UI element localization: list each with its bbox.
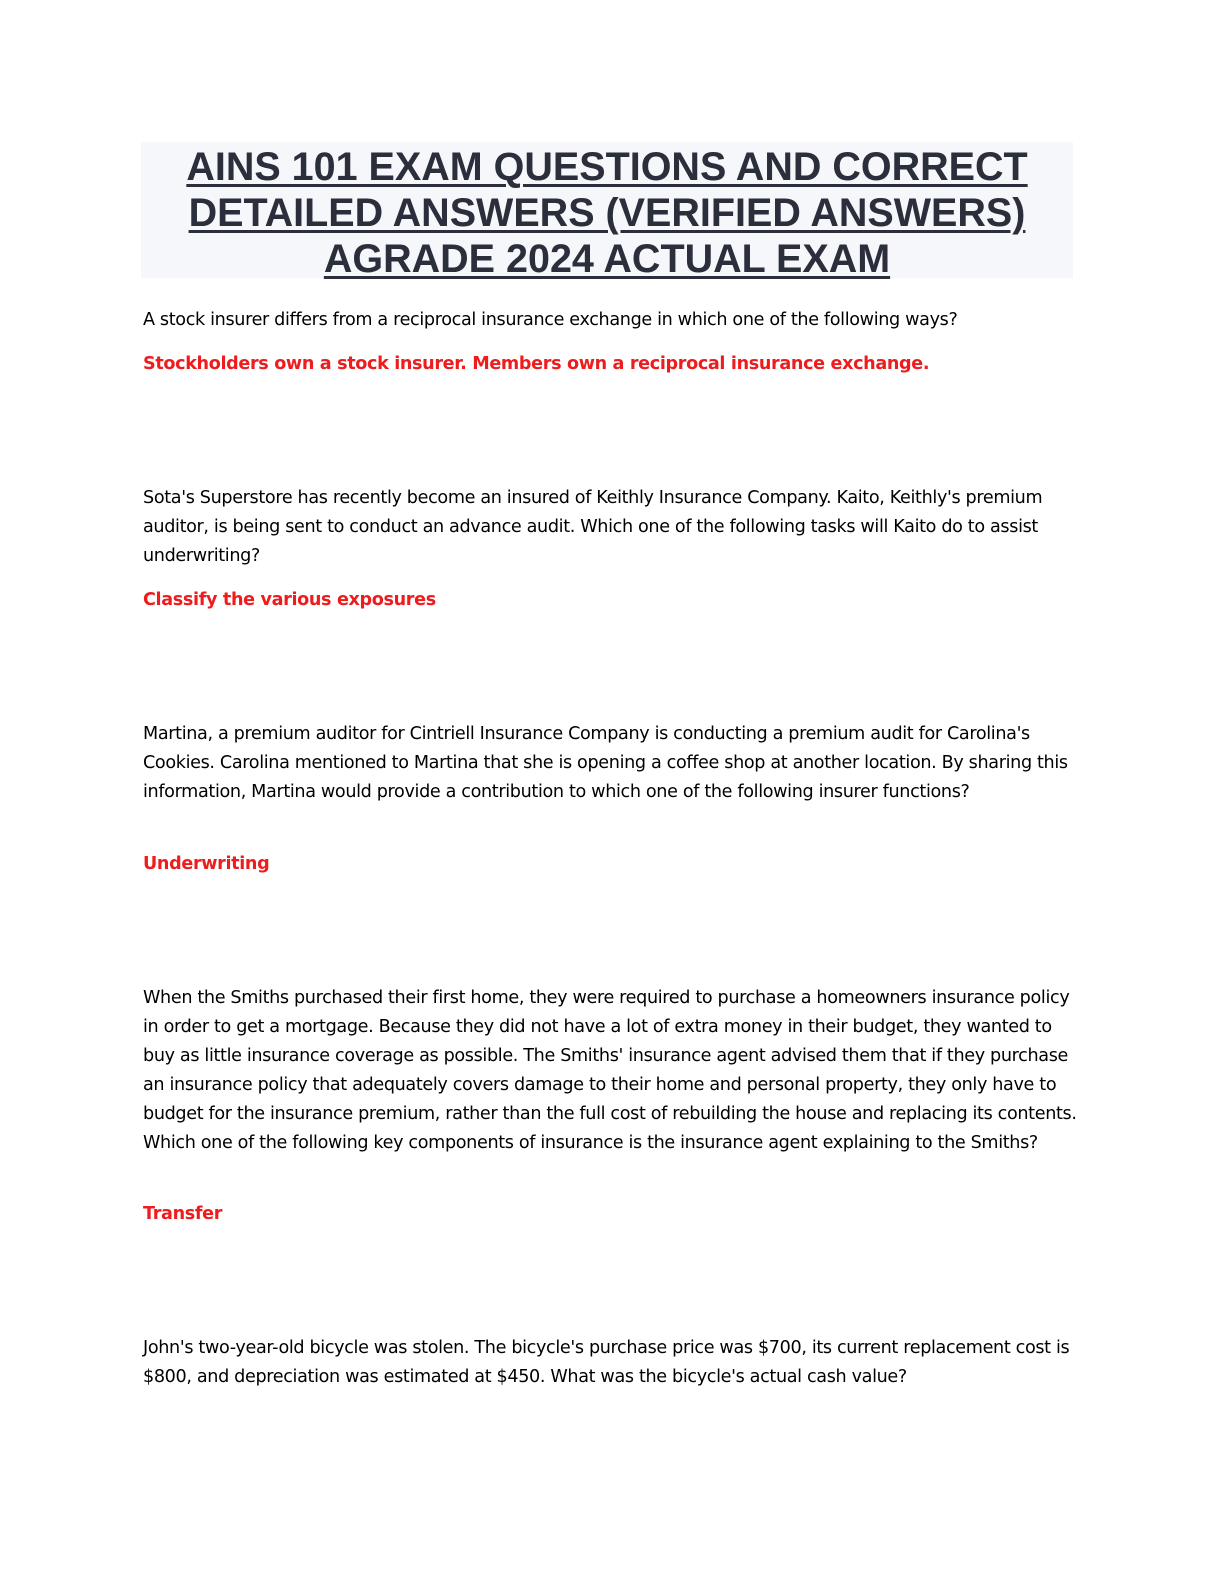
- answer-3-text: Underwriting: [143, 854, 270, 874]
- question-4-text: When the Smiths purchased their first home, they were required to purchase a homeowners insurance policy in order to get a mortgage. Because they did not have a lot of extra money in their budget, they wanted to buy as little insurance coverage as possible. The Smiths' insurance agent advised them that if they purchase an insurance policy that adequately covers damage to their home and personal property, they only have to budget for the insurance premium, rather than the full cost of rebuilding the house and replacing its contents. Which one of the following key components of insurance is the insurance agent explaining to the Smiths?: [143, 988, 1077, 1153]
- question-2-text: Sota's Superstore has recently become an insured of Keithly Insurance Company. Kaito, Keithly's premium auditor, is being sent to conduct an advance audit. Which one of the following tasks will Kaito do to assist underwriting?: [143, 488, 1043, 566]
- answer-4-text: Transfer: [143, 1204, 223, 1224]
- question-1-text: A stock insurer differs from a reciprocal insurance exchange in which one of the following ways?: [143, 310, 958, 330]
- document-title: AINS 101 EXAM QUESTIONS AND CORRECT DETAILED ANSWERS (VERIFIED ANSWERS) AGRADE 2024 ACTUAL EXAM: [186, 145, 1028, 281]
- question-3-text: Martina, a premium auditor for Cintriell Insurance Company is conducting a premium audit for Carolina's Cookies. Carolina mentioned to Martina that she is opening a coffee shop at another location. By sharing this information, Martina would provide a contribution to which one of the following insurer functions?: [143, 724, 1068, 802]
- question-5-text: John's two-year-old bicycle was stolen. The bicycle's purchase price was $700, its current replacement cost is $800, and depreciation was estimated at $450. What was the bicycle's actual cash value?: [143, 1338, 1070, 1387]
- answer-1-text: Stockholders own a stock insurer. Members own a reciprocal insurance exchange.: [143, 354, 930, 374]
- answer-2-text: Classify the various exposures: [143, 590, 436, 610]
- title-banner: [141, 142, 1073, 281]
